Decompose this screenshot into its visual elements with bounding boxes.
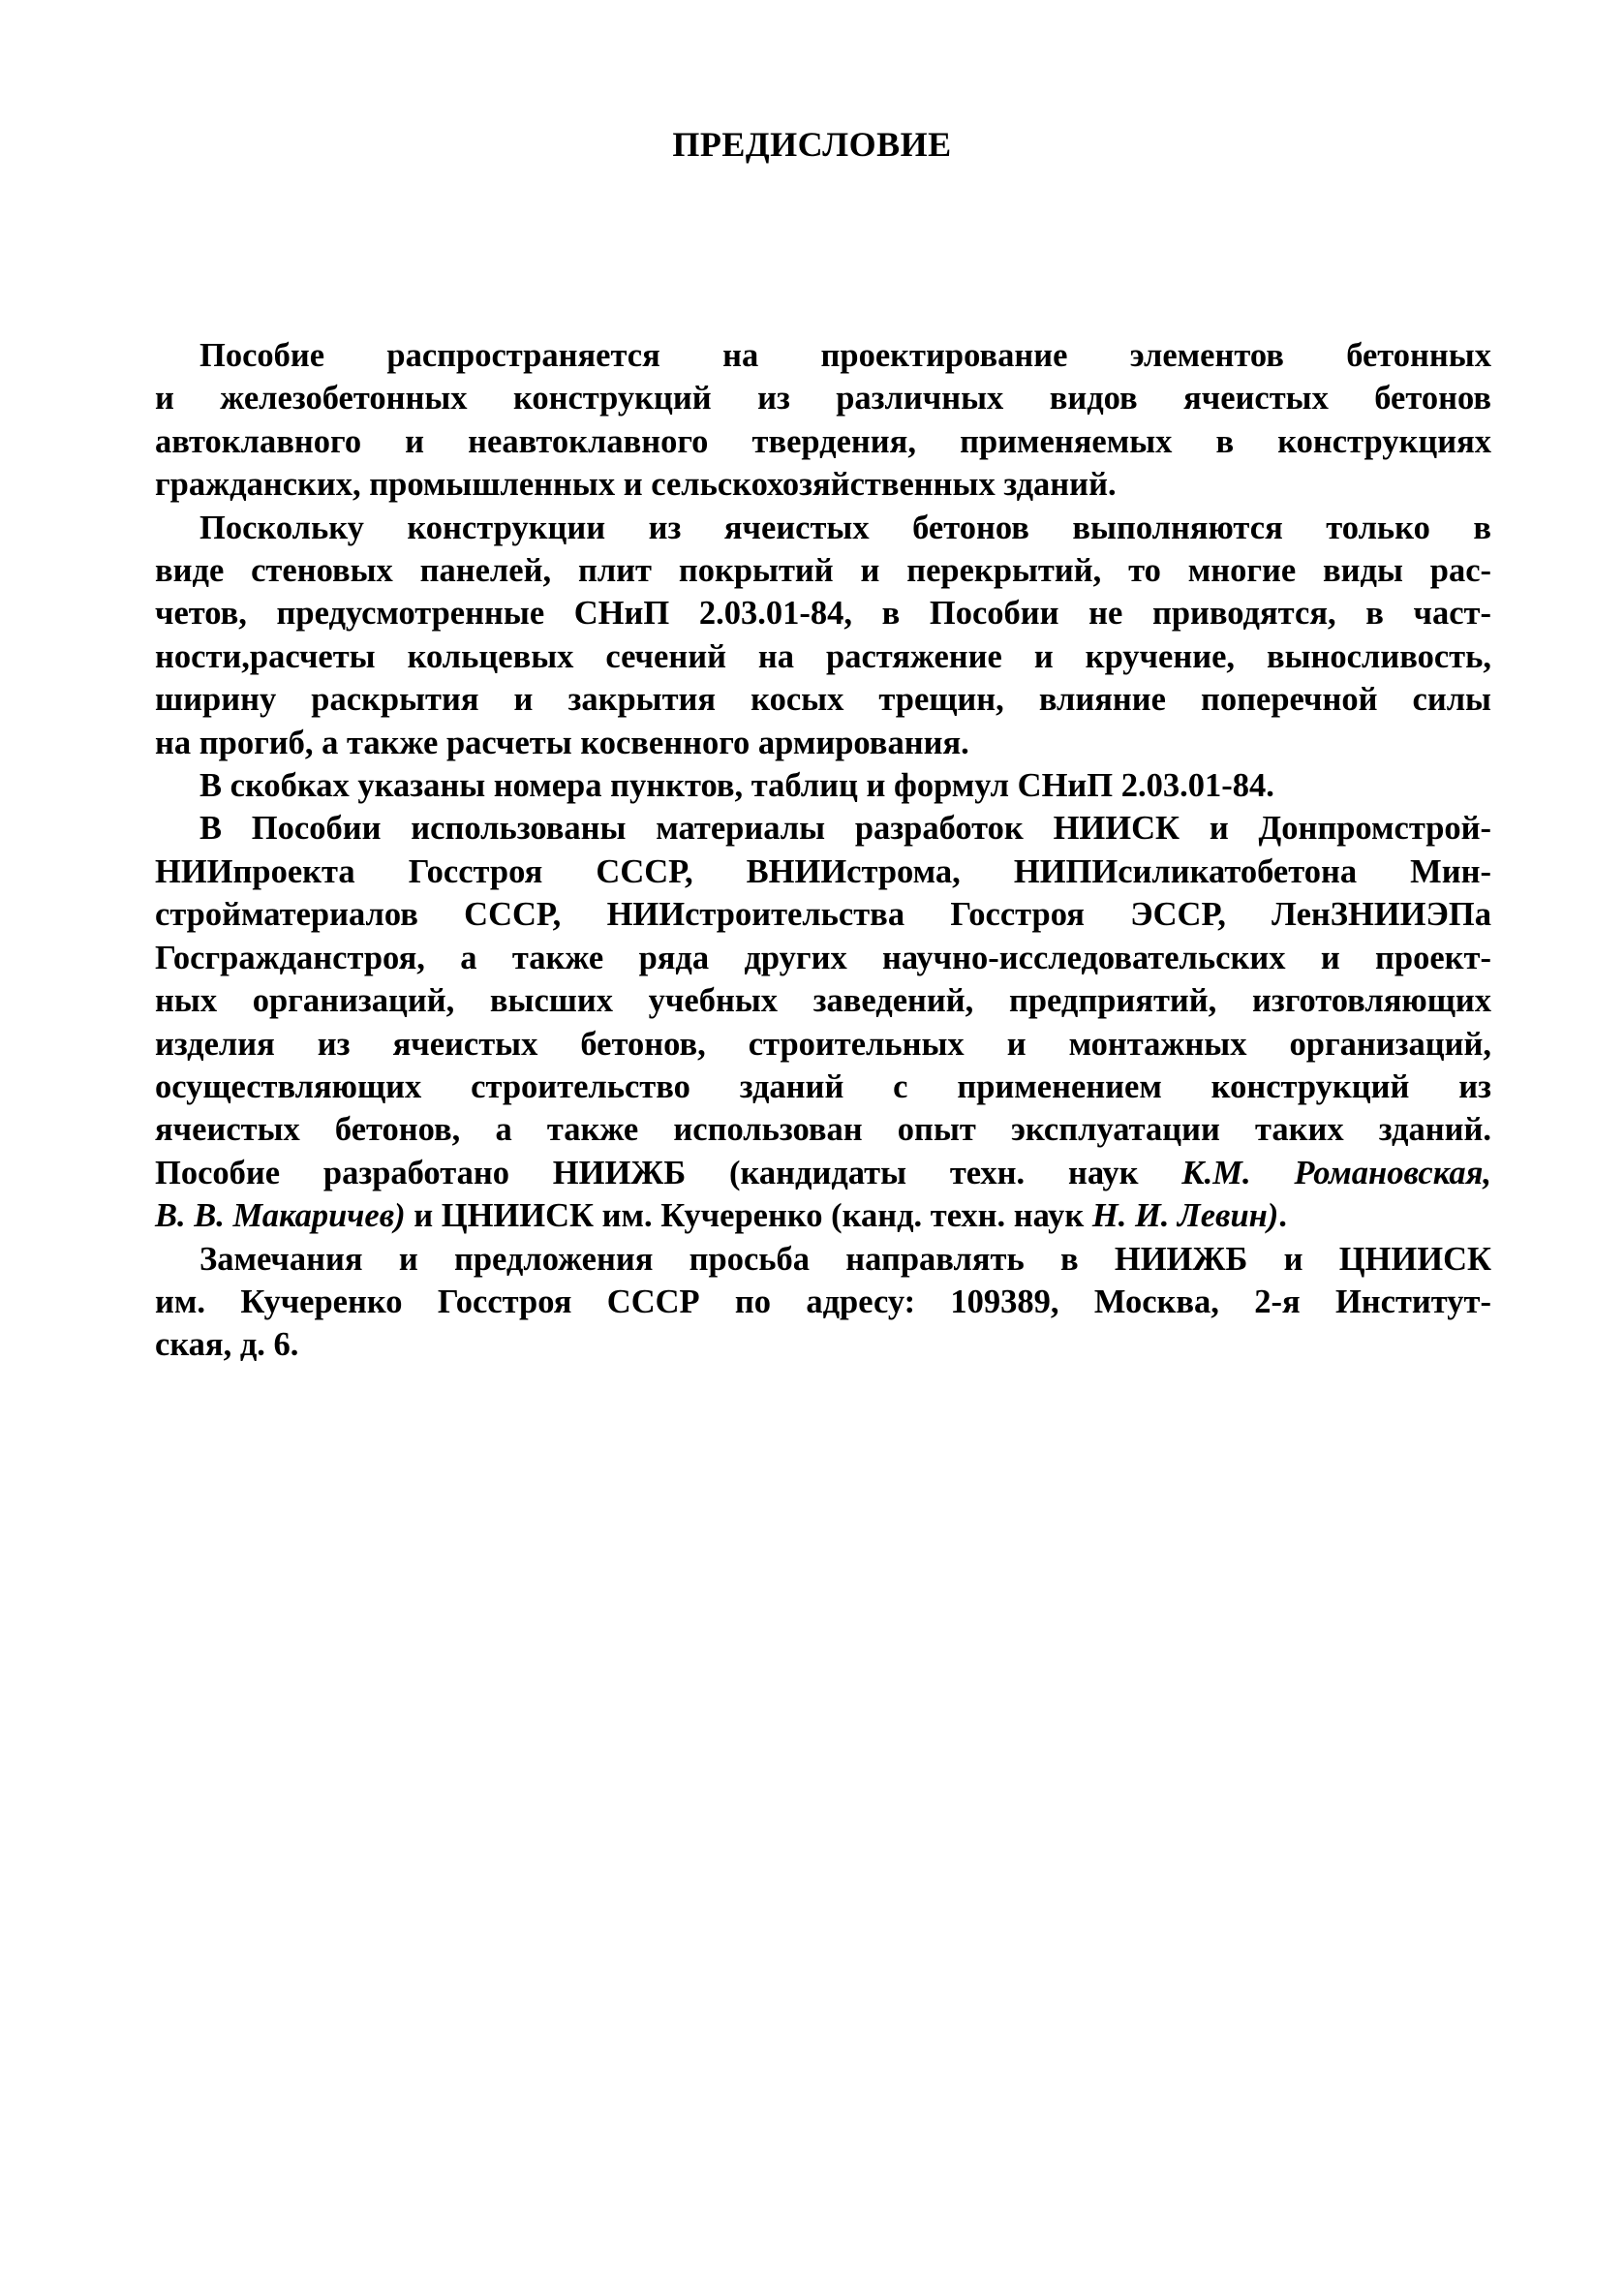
text-line: Замечания и предложения просьба направлять в НИИЖБ и ЦНИИСК xyxy=(199,1240,1491,1278)
paragraph-limitations xyxy=(155,507,1491,764)
author-name: Н. И. Левин) xyxy=(1091,1197,1279,1235)
text-line: Госгражданстроя, а также ряда других научно-исследовательских и проект- xyxy=(155,939,1491,976)
text-line: им. Кучеренко Госстроя СССР по адресу: 109389, Москва, 2-я Институт- xyxy=(155,1283,1491,1320)
text-line: автоклавного и неавтоклавного твердения, применяемых в конструкциях xyxy=(155,422,1491,460)
text-line: осуществляющих строительство зданий с применением конструкций из xyxy=(155,1067,1491,1105)
text-line xyxy=(155,1194,1491,1237)
text-line: НИИпроекта Госстроя СССР, ВНИИстрома, НИПИсиликатобетона Мин- xyxy=(155,852,1491,890)
text-line: Поскольку конструкции из ячеистых бетонов выполняются только в xyxy=(199,509,1491,546)
text-line: гражданских, промышленных и сельскохозяйственных зданий. xyxy=(155,466,1117,504)
text-segment: и ЦНИИСК им. Кучеренко (канд. техн. наук xyxy=(414,1197,1085,1235)
author-name: В. В. Макаричев) xyxy=(155,1197,406,1235)
text-line: стройматериалов СССР, НИИстроительства Госстроя ЭССР, ЛенЗНИИЭПа xyxy=(155,896,1491,934)
text-line: ных организаций, высших учебных заведений, предприятий, изготовляющих xyxy=(155,982,1491,1020)
text-line: изделия из ячеистых бетонов, строительных и монтажных организаций, xyxy=(155,1025,1491,1063)
document-body xyxy=(155,334,1491,1367)
text-line: Пособие распространяется на проектирование элементов бетонных xyxy=(199,337,1491,374)
text-line: и железобетонных конструкций из различных видов ячеистых бетонов xyxy=(155,380,1491,417)
text-line: четов, предусмотренные СНиП 2.03.01-84, в Пособии не приводятся, в част- xyxy=(155,595,1491,633)
text-segment: . xyxy=(1278,1197,1287,1235)
text-line: виде стеновых панелей, плит покрытий и перекрытий, то многие виды рас- xyxy=(155,552,1491,590)
paragraph-references xyxy=(155,764,1491,807)
text-line: В скобках указаны номера пунктов, таблиц и формул СНиП 2.03.01-84. xyxy=(199,767,1274,805)
text-line: ширину раскрытия и закрытия косых трещин, влияние поперечной силы xyxy=(155,681,1491,719)
text-line: на прогиб, а также расчеты косвенного армирования. xyxy=(155,724,969,761)
text-line xyxy=(155,1152,1491,1194)
paragraph-sources xyxy=(155,807,1491,1237)
text-line: ности,расчеты кольцевых сечений на растяжение и кручение, выносливость, xyxy=(155,637,1491,675)
text-line: В Пособии использованы материалы разработок НИИСК и Донпромстрой- xyxy=(199,810,1491,848)
paragraph-scope xyxy=(155,334,1491,507)
text-segment: Пособие разработано НИИЖБ (кандидаты техн. наук xyxy=(155,1154,1139,1191)
text-line: ская, д. 6. xyxy=(155,1326,299,1364)
author-name: К.М. Романовская, xyxy=(1181,1154,1491,1191)
text-line: ячеистых бетонов, а также использован опыт эксплуатации таких зданий. xyxy=(155,1111,1491,1149)
page-title: ПРЕДИСЛОВИЕ xyxy=(672,125,952,164)
paragraph-contact xyxy=(155,1238,1491,1367)
